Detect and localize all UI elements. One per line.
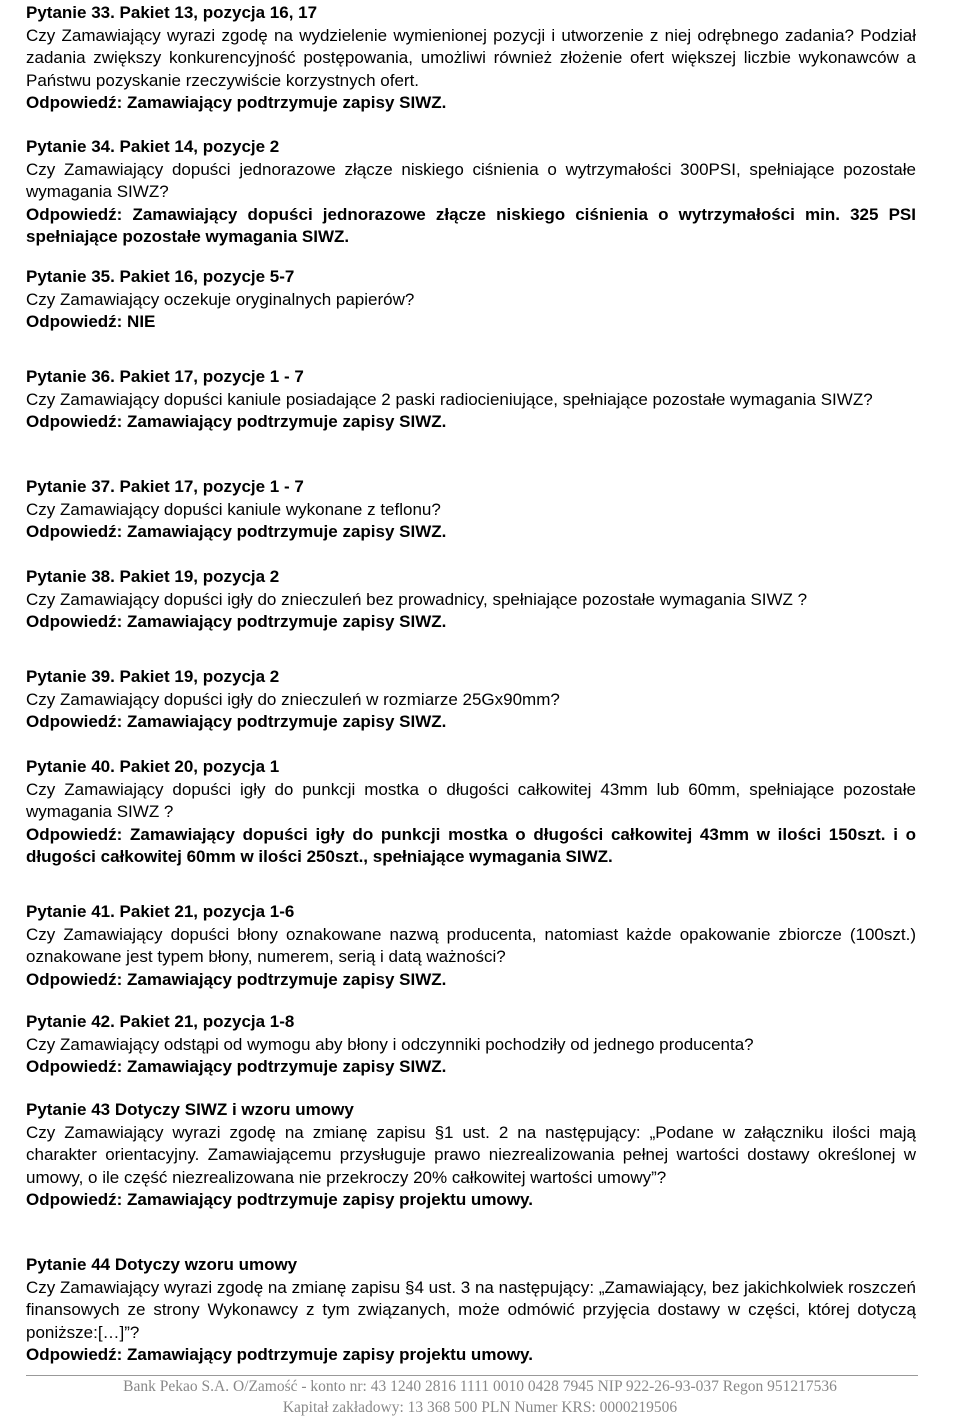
question-40 [26, 756, 916, 869]
answer-text: Odpowiedź: Zamawiający dopuści jednorazowe złącze niskiego ciśnienia o wytrzymałości min. 325 PSI spełniające pozostałe wymagania SIWZ. [26, 204, 916, 246]
question-text: Czy Zamawiający odstąpi od wymogu aby błony i odczynniki pochodziły od jednego producenta? [26, 1034, 754, 1054]
question-text: Czy Zamawiający wyrazi zgodę na zmianę zapisu §1 ust. 2 na następujący: „Podane w załączniku ilości mają charakter orientacyjny. Zamawiającemu przysługuje prawo niezrealizowania pełnej wartości dostawy określonej w umowy, o ile część niezrealizowana nie przekroczy 20% całkowitej wartości umowy”? [26, 1122, 916, 1187]
question-text: Czy Zamawiający dopuści igły do punkcji mostka o długości całkowitej 43mm lub 60mm, spełniające pozostałe wymagania SIWZ ? [26, 779, 916, 821]
question-43 [26, 1099, 916, 1212]
question-41 [26, 901, 916, 991]
question-36 [26, 366, 916, 434]
question-heading: Pytanie 36. Pakiet 17, pozycje 1 - 7 [26, 367, 304, 386]
question-text: Czy Zamawiający dopuści jednorazowe złącze niskiego ciśnienia o wytrzymałości 300PSI, spełniające pozostałe wymagania SIWZ? [26, 159, 916, 201]
question-heading: Pytanie 34. Pakiet 14, pozycje 2 [26, 137, 280, 156]
answer-text: Odpowiedź: Zamawiający podtrzymuje zapisy SIWZ. [26, 522, 447, 541]
question-heading: Pytanie 37. Pakiet 17, pozycje 1 - 7 [26, 477, 304, 496]
question-38 [26, 566, 916, 634]
question-37 [26, 476, 916, 544]
question-heading: Pytanie 38. Pakiet 19, pozycja 2 [26, 567, 280, 586]
answer-text: Odpowiedź: Zamawiający podtrzymuje zapisy SIWZ. [26, 612, 447, 631]
question-text: Czy Zamawiający oczekuje oryginalnych papierów? [26, 289, 415, 309]
question-39 [26, 666, 916, 734]
answer-text: Odpowiedź: Zamawiający podtrzymuje zapisy projektu umowy. [26, 1190, 533, 1209]
question-heading: Pytanie 35. Pakiet 16, pozycje 5-7 [26, 267, 295, 286]
answer-text: Odpowiedź: Zamawiający podtrzymuje zapisy SIWZ. [26, 969, 447, 989]
question-35 [26, 266, 916, 334]
answer-text: Odpowiedź: Zamawiający dopuści igły do punkcji mostka o długości całkowitej 43mm w ilości 150szt. i o długości całkowitej 60mm w ilości 250szt., spełniające wymagania SIWZ. [26, 824, 916, 866]
question-33 [26, 2, 916, 115]
answer-text: Odpowiedź: Zamawiający podtrzymuje zapisy SIWZ. [26, 1057, 447, 1076]
question-heading: Pytanie 33. Pakiet 13, pozycja 16, 17 [26, 3, 318, 22]
question-heading: Pytanie 42. Pakiet 21, pozycja 1-8 [26, 1012, 295, 1031]
question-heading: Pytanie 40. Pakiet 20, pozycja 1 [26, 757, 280, 776]
footer-capital-line: Kapitał zakładowy: 13 368 500 PLN Numer KRS: 0000219506 [282, 1399, 678, 1416]
footer-bank-line: Bank Pekao S.A. O/Zamość - konto nr: 43 1240 2816 1111 0010 0428 7945 NIP 922-26-93-037 Regon 951217536 [123, 1378, 837, 1395]
answer-text: Odpowiedź: NIE [26, 312, 156, 331]
question-heading: Pytanie 39. Pakiet 19, pozycja 2 [26, 667, 280, 686]
page-footer [0, 1376, 960, 1418]
question-heading: Pytanie 44 Dotyczy wzoru umowy [26, 1255, 298, 1274]
question-heading: Pytanie 41. Pakiet 21, pozycja 1-6 [26, 902, 295, 921]
question-text: Czy Zamawiający wyrazi zgodę na wydzielenie wymienionej pozycji i utworzenie z niej odrębnego zadania? Podział zadania zwiększy konkurencyjność postępowania, umożliwi również złożenie ofert większej liczbie wykonawców a Państwu pozyskanie rzeczywiście korzystnych ofert. [26, 25, 916, 90]
answer-text: Odpowiedź: Zamawiający podtrzymuje zapisy SIWZ. [26, 93, 447, 112]
question-34 [26, 136, 916, 249]
answer-text: Odpowiedź: Zamawiający podtrzymuje zapisy SIWZ. [26, 712, 447, 731]
question-text: Czy Zamawiający dopuści igły do znieczuleń w rozmiarze 25Gx90mm? [26, 689, 560, 709]
question-44 [26, 1254, 916, 1367]
question-text: Czy Zamawiający dopuści kaniule posiadające 2 paski radiocieniujące, spełniające pozostałe wymagania SIWZ? [26, 389, 873, 409]
answer-text: Odpowiedź: Zamawiający podtrzymuje zapisy projektu umowy. [26, 1345, 533, 1364]
question-text: Czy Zamawiający wyrazi zgodę na zmianę zapisu §4 ust. 3 na następujący: „Zamawiający, bez jakichkolwiek roszczeń finansowych ze strony Wykonawcy z tym związanych, może odmówić przyjęcia dostawy w części, której dotyczą poniższe:[…]”? [26, 1277, 916, 1342]
question-text: Czy Zamawiający dopuści igły do znieczuleń bez prowadnicy, spełniające pozostałe wymagania SIWZ ? [26, 589, 808, 609]
answer-text: Odpowiedź: Zamawiający podtrzymuje zapisy SIWZ. [26, 412, 447, 431]
question-42 [26, 1011, 916, 1079]
question-heading: Pytanie 43 Dotyczy SIWZ i wzoru umowy [26, 1100, 354, 1119]
question-text: Czy Zamawiający dopuści błony oznakowane nazwą producenta, natomiast każde opakowanie zbiorcze (100szt.) oznakowane jest typem błony, numerem, serią i datą ważności? [26, 924, 916, 966]
question-text: Czy Zamawiający dopuści kaniule wykonane z teflonu? [26, 499, 441, 519]
